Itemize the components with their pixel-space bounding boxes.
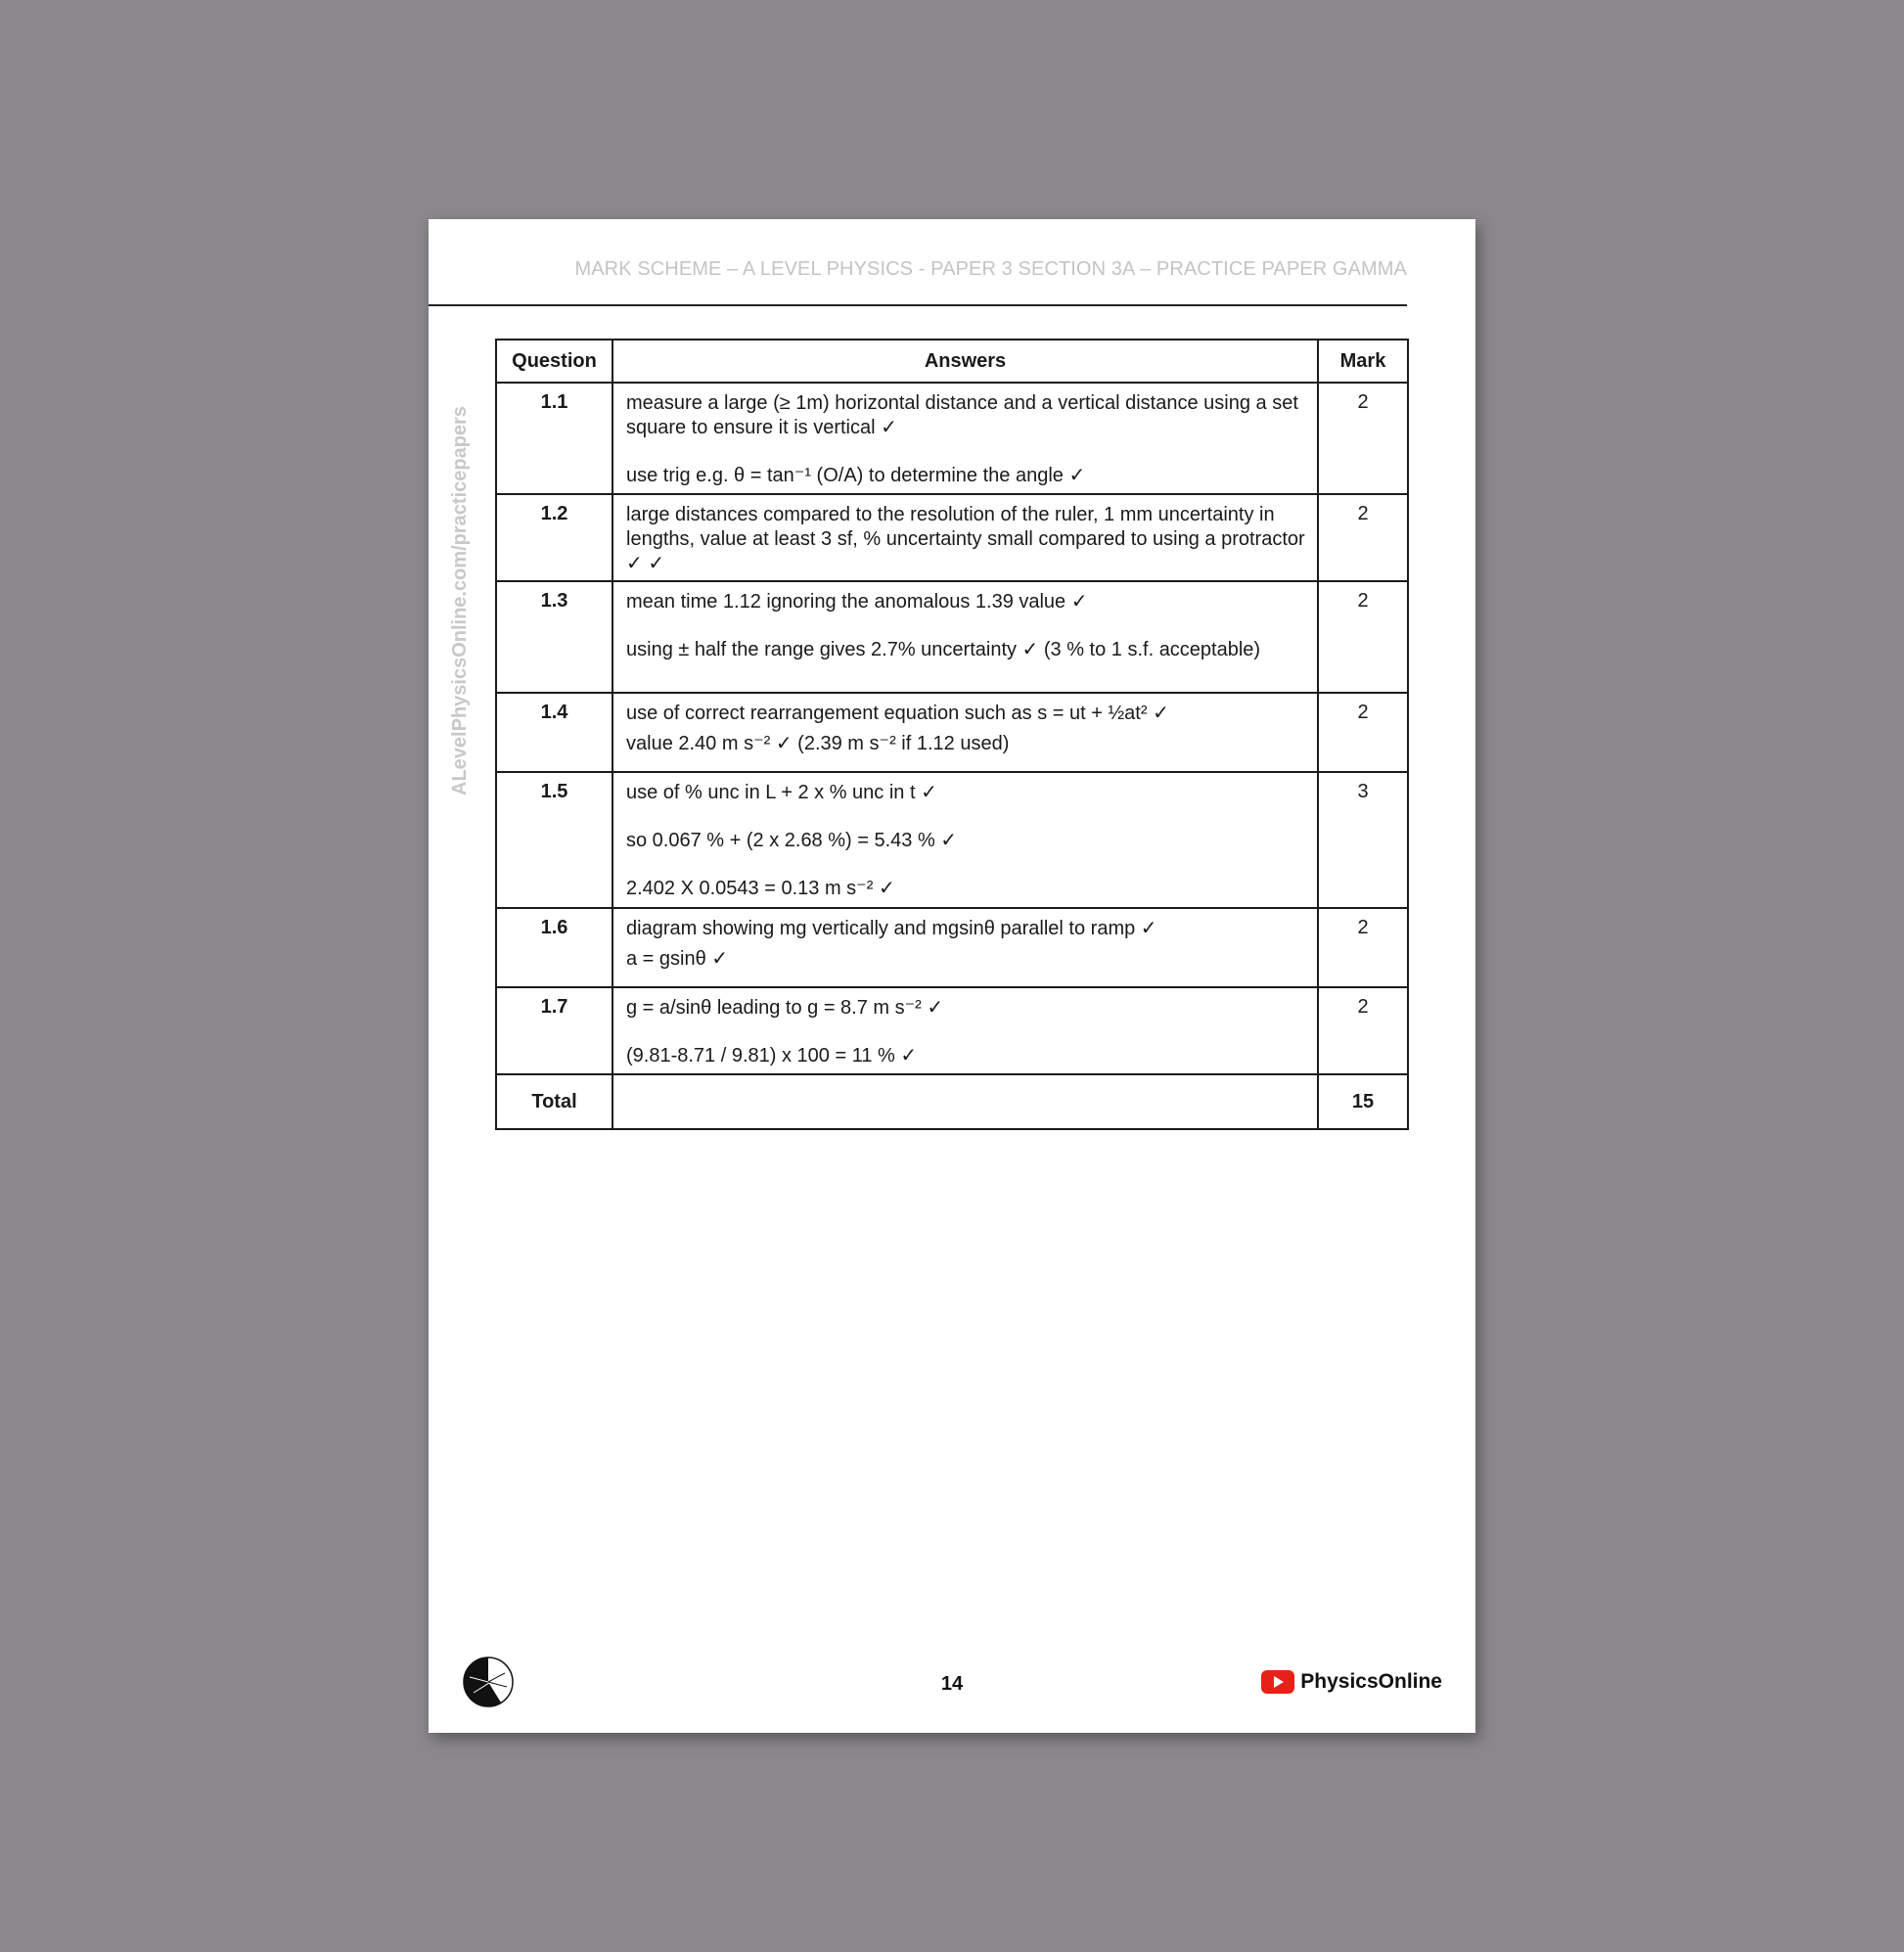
answer-cell bbox=[612, 693, 1318, 772]
total-mark: 15 bbox=[1318, 1074, 1408, 1129]
answer-line: diagram showing mg vertically and mgsinθ parallel to ramp ✓ bbox=[626, 918, 1157, 939]
page-header: MARK SCHEME – A LEVEL PHYSICS - PAPER 3 SECTION 3A – PRACTICE PAPER GAMMA bbox=[574, 258, 1407, 280]
answer-line: (9.81-8.71 / 9.81) x 100 = 11 % ✓ bbox=[626, 1045, 918, 1067]
table-row bbox=[496, 494, 1408, 581]
table-row bbox=[496, 581, 1408, 693]
mark-value: 2 bbox=[1318, 987, 1408, 1074]
question-number: 1.6 bbox=[496, 908, 612, 987]
question-number: 1.5 bbox=[496, 772, 612, 908]
table-row bbox=[496, 772, 1408, 908]
question-number: 1.3 bbox=[496, 581, 612, 693]
mark-value: 2 bbox=[1318, 494, 1408, 581]
answer-line: value 2.40 m s⁻² ✓ (2.39 m s⁻² if 1.12 used) bbox=[626, 733, 1010, 754]
answer-cell bbox=[612, 987, 1318, 1074]
answer-line: use of % unc in L + 2 x % unc in t ✓ bbox=[626, 782, 937, 803]
answer-line: g = a/sinθ leading to g = 8.7 m s⁻² ✓ bbox=[626, 997, 944, 1019]
side-url-watermark: ALevelPhysicsOnline.com/practicepapers bbox=[449, 406, 471, 795]
answer-line: so 0.067 % + (2 x 2.68 %) = 5.43 % ✓ bbox=[626, 830, 958, 851]
document-page bbox=[429, 219, 1475, 1733]
answer-cell bbox=[612, 494, 1318, 581]
total-row bbox=[496, 1074, 1408, 1129]
total-answers bbox=[612, 1074, 1318, 1129]
header-mark: Mark bbox=[1318, 340, 1408, 383]
mark-value: 2 bbox=[1318, 383, 1408, 494]
mark-value: 2 bbox=[1318, 908, 1408, 987]
page-number: 14 bbox=[940, 1673, 964, 1695]
mark-value: 3 bbox=[1318, 772, 1408, 908]
brand bbox=[1261, 1670, 1442, 1694]
table-row bbox=[496, 987, 1408, 1074]
answer-line: using ± half the range gives 2.7% uncertainty ✓ (3 % to 1 s.f. acceptable) bbox=[626, 639, 1261, 660]
answer-line: use trig e.g. θ = tan⁻¹ (O/A) to determine the angle ✓ bbox=[626, 465, 1086, 486]
brand-name: PhysicsOnline bbox=[1300, 1670, 1442, 1693]
answer-cell bbox=[612, 383, 1318, 494]
question-number: 1.7 bbox=[496, 987, 612, 1074]
answer-line: mean time 1.12 ignoring the anomalous 1.39 value ✓ bbox=[626, 591, 1088, 613]
answer-line: use of correct rearrangement equation such as s = ut + ½at² ✓ bbox=[626, 703, 1169, 724]
answer-line: large distances compared to the resolution of the ruler, 1 mm uncertainty in lengths, value at least 3 sf, % uncertainty small compared to using a protractor ✓ ✓ bbox=[626, 504, 1305, 574]
table-row bbox=[496, 383, 1408, 494]
table-row bbox=[496, 693, 1408, 772]
youtube-play-icon bbox=[1261, 1670, 1294, 1694]
question-number: 1.1 bbox=[496, 383, 612, 494]
answer-line: a = gsinθ ✓ bbox=[626, 948, 729, 970]
answer-line: measure a large (≥ 1m) horizontal distance and a vertical distance using a set square to ensure it is vertical ✓ bbox=[626, 392, 1298, 438]
total-label: Total bbox=[496, 1074, 612, 1129]
question-number: 1.2 bbox=[496, 494, 612, 581]
header-question: Question bbox=[496, 340, 612, 383]
header-divider bbox=[429, 304, 1407, 306]
answer-line: 2.402 X 0.0543 = 0.13 m s⁻² ✓ bbox=[626, 878, 895, 899]
answer-cell bbox=[612, 772, 1318, 908]
answer-cell bbox=[612, 908, 1318, 987]
table-header-row bbox=[496, 340, 1408, 383]
answer-cell bbox=[612, 581, 1318, 693]
mark-scheme-table bbox=[495, 339, 1409, 1130]
header-answers: Answers bbox=[612, 340, 1318, 383]
mark-value: 2 bbox=[1318, 581, 1408, 693]
mark-value: 2 bbox=[1318, 693, 1408, 772]
question-number: 1.4 bbox=[496, 693, 612, 772]
table-row bbox=[496, 908, 1408, 987]
